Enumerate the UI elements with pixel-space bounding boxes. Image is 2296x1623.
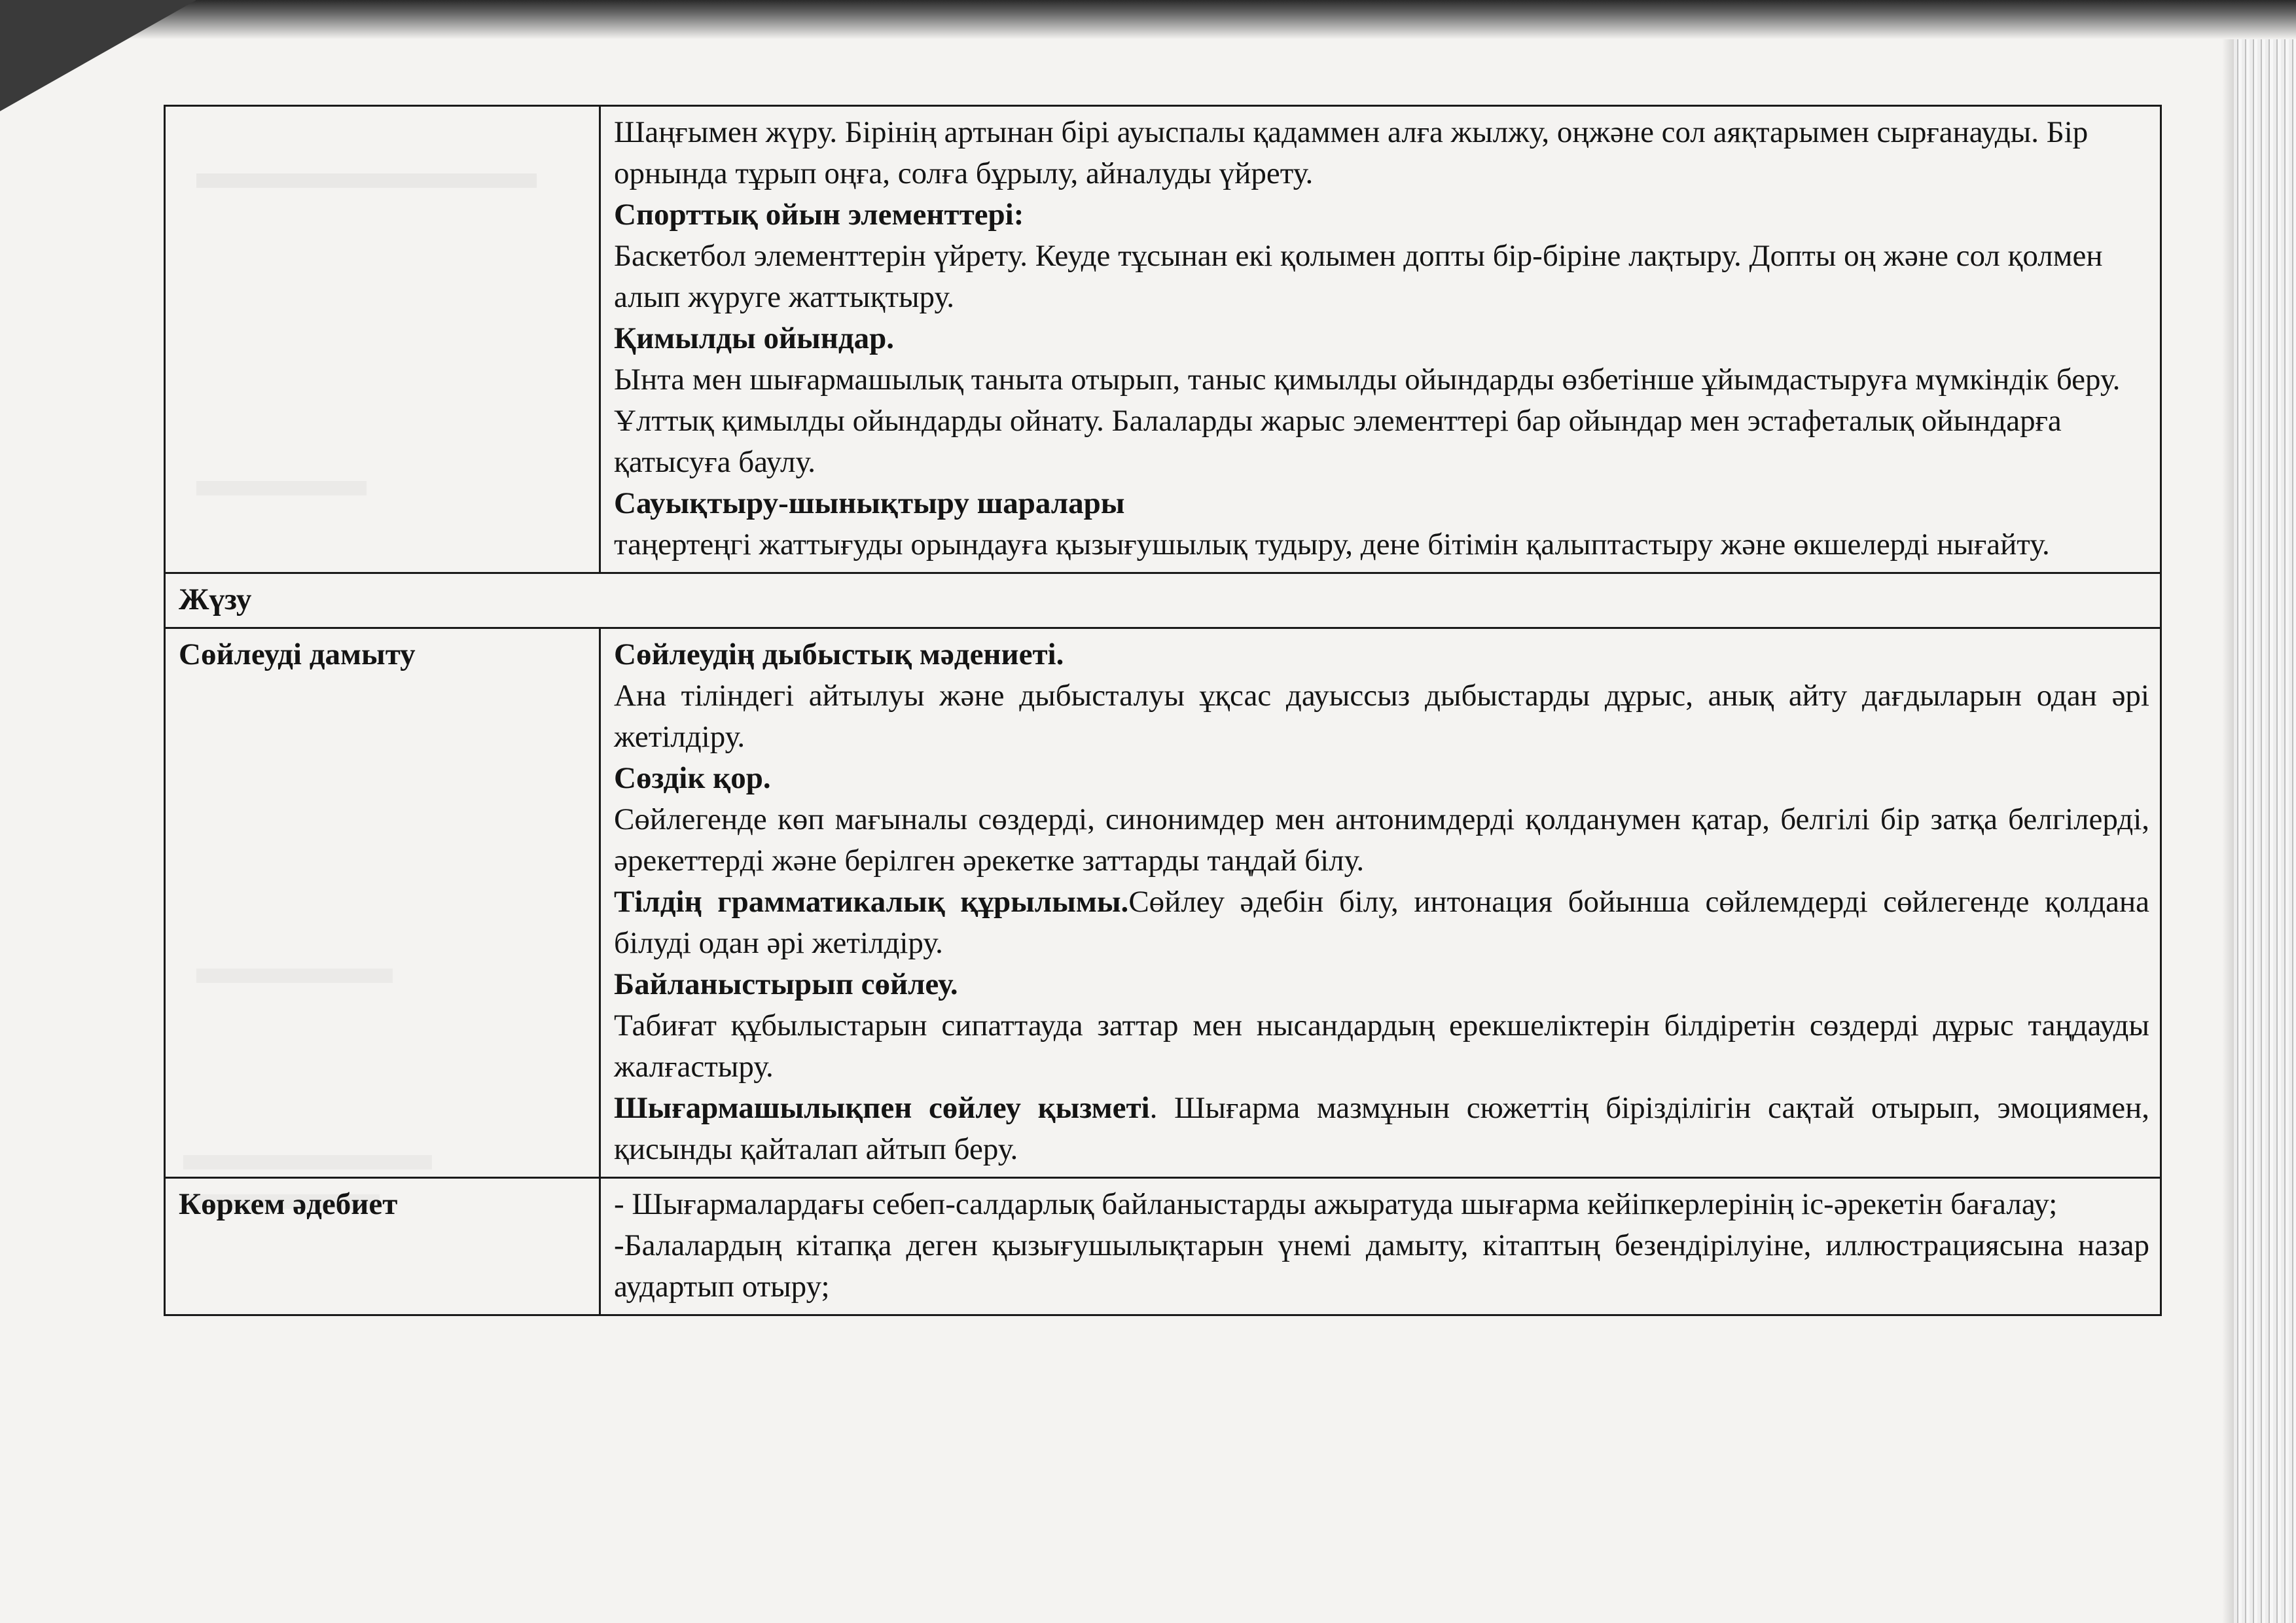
scanner-corner-shadow	[0, 0, 196, 111]
speech-grammar-paragraph	[614, 882, 2149, 964]
section-label-movement	[165, 106, 600, 573]
page-edge-shadow	[2222, 39, 2234, 1623]
speech-heading-connected: Байланыстырып сөйлеу.	[614, 967, 958, 1001]
literature-text-2: -Балалардың кітапқа деген қызығушылықтарын үнемі дамыту, кітаптың безендірілуіне, иллюстрациясына назар аудартып отыру;	[614, 1228, 2149, 1304]
page-stack-edges	[2234, 39, 2296, 1623]
section-content-speech	[600, 628, 2161, 1178]
speech-heading-grammar: Тілдің грамматикалық құрылымы.	[614, 885, 1129, 919]
speech-creative-paragraph	[614, 1088, 2149, 1170]
speech-text-creative: . Шығарма мазмұнын сюжеттің бірізділігін сақтай отырып, эмоциямен, қисынды қайталап айтып беру.	[614, 1091, 2149, 1166]
speech-heading-sound-culture: Сөйлеудің дыбыстық мәдениеті.	[614, 637, 1064, 671]
table-row	[165, 1178, 2161, 1315]
section-content-movement	[600, 106, 2161, 573]
movement-text-active-games: Ынта мен шығармашылық таныта отырып, таныс қимылды ойындарды өзбетінше ұйымдастыруға мүмкіндік беру. Ұлттық қимылды ойындарды ойнату. Балаларды жарыс элементтері бар ойындар мен эстафеталық ойындарға қатысуға баулу.	[614, 363, 2121, 479]
section-label-speech: Сөйлеуді дамыту	[165, 628, 600, 1178]
movement-heading-health: Сауықтыру-шынықтыру шаралары	[614, 486, 1125, 520]
movement-heading-sport-games: Спорттық ойын элементтері:	[614, 198, 1024, 232]
table-row	[165, 106, 2161, 573]
table-row	[165, 573, 2161, 628]
table-row	[165, 628, 2161, 1178]
speech-text-sound-culture: Ана тіліндегі айтылуы және дыбысталуы ұқсас дауыссыз дыбыстарды дұрыс, анық айту дағдыларын одан әрі жетілдіру.	[614, 679, 2149, 754]
speech-text-vocabulary: Сөйлегенде көп мағыналы сөздерді, синонимдер мен антонимдерді қолданумен қатар, белгілі бір затқа белгілерді, әрекеттерді және берілген әрекетке заттарды таңдай білу.	[614, 802, 2149, 878]
section-label-literature: Көркем әдебиет	[165, 1178, 600, 1315]
section-label-swimming: Жүзу	[165, 573, 2161, 628]
speech-text-grammar: Сөйлеу әдебін білу, интонация бойынша сөйлемдерді сөйлегенде қолдана білуді одан әрі жетілдіру.	[614, 885, 2149, 960]
speech-heading-creative: Шығармашылықпен сөйлеу қызметі	[614, 1091, 1150, 1125]
curriculum-table	[164, 105, 2162, 1316]
section-content-literature	[600, 1178, 2161, 1315]
movement-text-health: таңертеңгі жаттығуды орындауға қызығушылық тудыру, дене бітімін қалыптастыру және өкшелерді нығайту.	[614, 527, 2050, 562]
speech-heading-vocabulary: Сөздік қор.	[614, 761, 771, 795]
scanner-shadow	[0, 0, 2296, 39]
movement-text-sport-games: Баскетбол элементтерін үйрету. Кеуде тұсынан екі қолымен допты бір-біріне лақтыру. Допты оң және сол қолмен алып жүруге жаттықтыру.	[614, 239, 2103, 314]
movement-intro-text: Шаңғымен жүру. Бірінің артынан бірі ауыспалы қадаммен алға жылжу, оңжәне сол аяқтарымен сырғанауды. Бір орнында тұрып оңға, солға бұрылу, айналуды үйрету.	[614, 115, 2089, 190]
literature-text-1: - Шығармалардағы себеп-салдарлық байланыстарды ажыратуда шығарма кейіпкерлерінің іс-әрекетін бағалау;	[614, 1187, 2058, 1221]
speech-text-connected: Табиғат құбылыстарын сипаттауда заттар мен нысандардың ерекшеліктерін білдіретін сөздерді дұрыс таңдауды жалғастыру.	[614, 1008, 2149, 1084]
movement-heading-active-games: Қимылды ойындар.	[614, 321, 894, 355]
